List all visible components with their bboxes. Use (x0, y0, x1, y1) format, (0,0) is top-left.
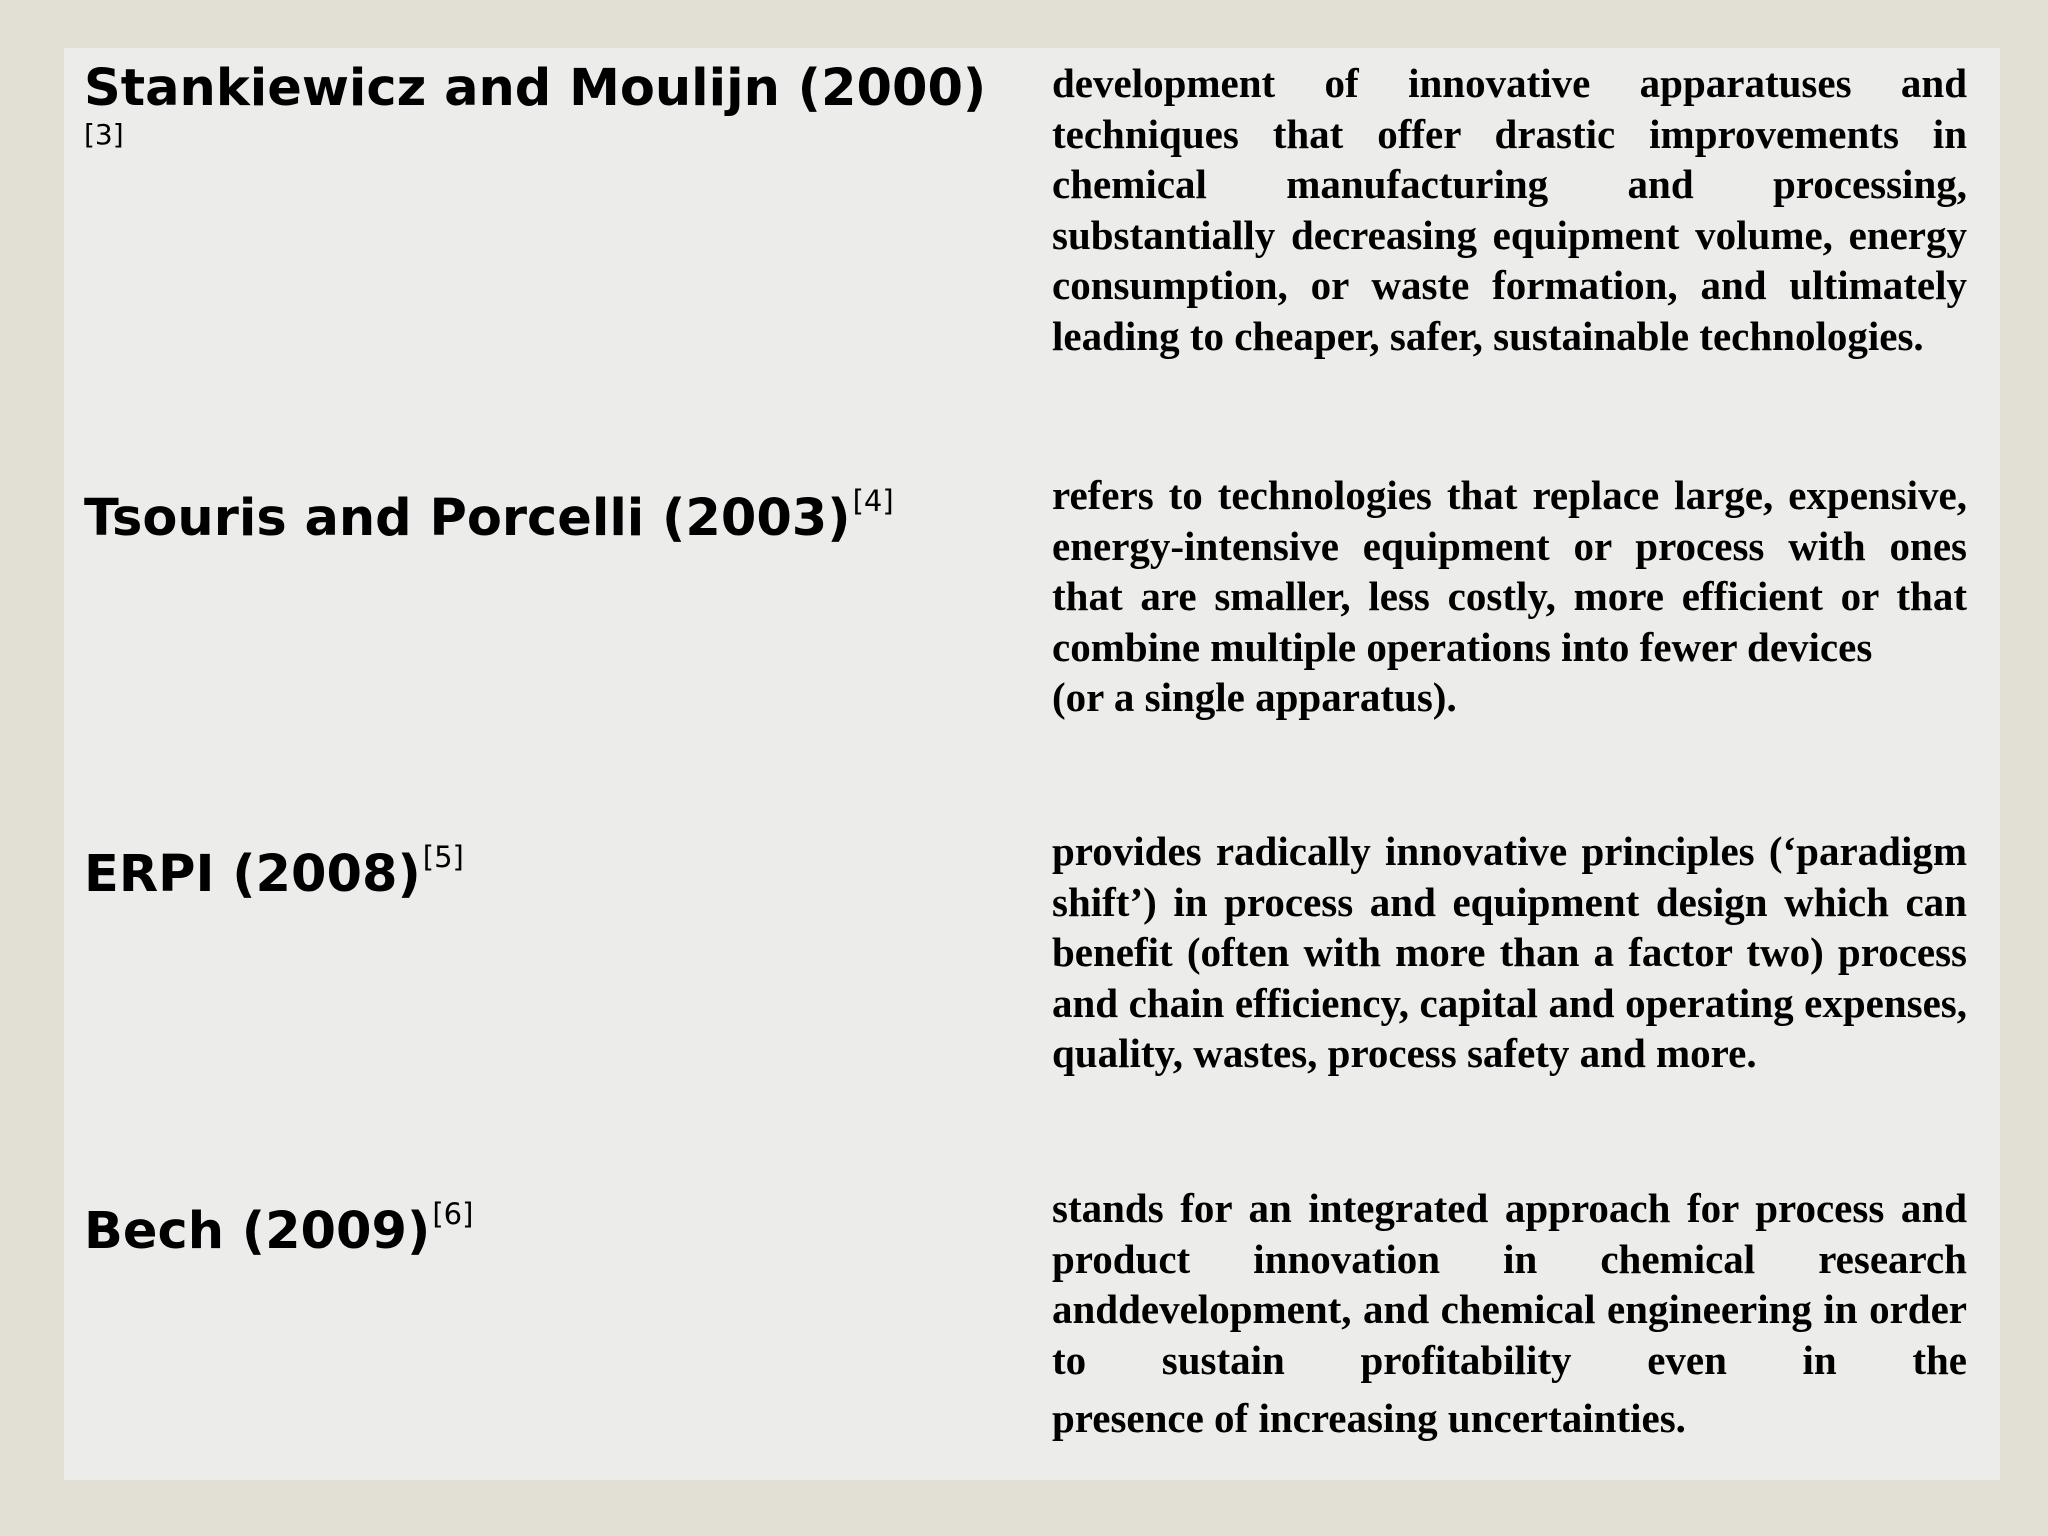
definition-text: provides radically innovative principles (‘paradigm shift’) in process and equipment design which can benefit (often with more than a factor two) process and chain efficiency, capital and operating expenses, quality, wastes, process safety and more. (1052, 828, 1967, 1076)
author-name: Tsouris and Porcelli (2003) (84, 489, 851, 548)
definitions-panel (64, 48, 2000, 1480)
definition-text (1052, 470, 1967, 723)
reference-marker: [4] (852, 484, 894, 518)
definition-author (84, 1183, 1044, 1263)
definition-text (1052, 1183, 1967, 1444)
definition-author (84, 826, 1044, 906)
definition-text-main: stands for an integrated approach for process and product innovation in chemical research anddevelopment, and chemical engineering in order to sustain profitability even in the (1052, 1185, 1967, 1383)
definition-text-main: refers to technologies that replace large, expensive, energy-intensive equipment or process with ones that are smaller, less costly, more efficient or that combine multiple operations into fewer devices (1052, 472, 1967, 670)
author-name: Stankiewicz and Moulijn (2000) (84, 59, 987, 118)
author-name: Bech (2009) (84, 1202, 431, 1261)
definition-text-tail: (or a single apparatus). (1052, 674, 1457, 720)
definition-author (84, 58, 1044, 152)
definition-text: development of innovative apparatuses and techniques that offer drastic improvements in chemical manufacturing and processing, substantially decreasing equipment volume, energy consumption, or waste formation, and ultimately leading to cheaper, safer, sustainable technologies. (1052, 60, 1967, 359)
reference-marker: [3] (84, 118, 124, 151)
definition-text-tail: presence of increasing uncertainties. (1052, 1395, 1686, 1441)
author-name: ERPI (2008) (84, 845, 421, 904)
reference-marker: [6] (432, 1197, 474, 1231)
reference-marker: [5] (422, 840, 464, 874)
definition-author (84, 470, 1044, 550)
